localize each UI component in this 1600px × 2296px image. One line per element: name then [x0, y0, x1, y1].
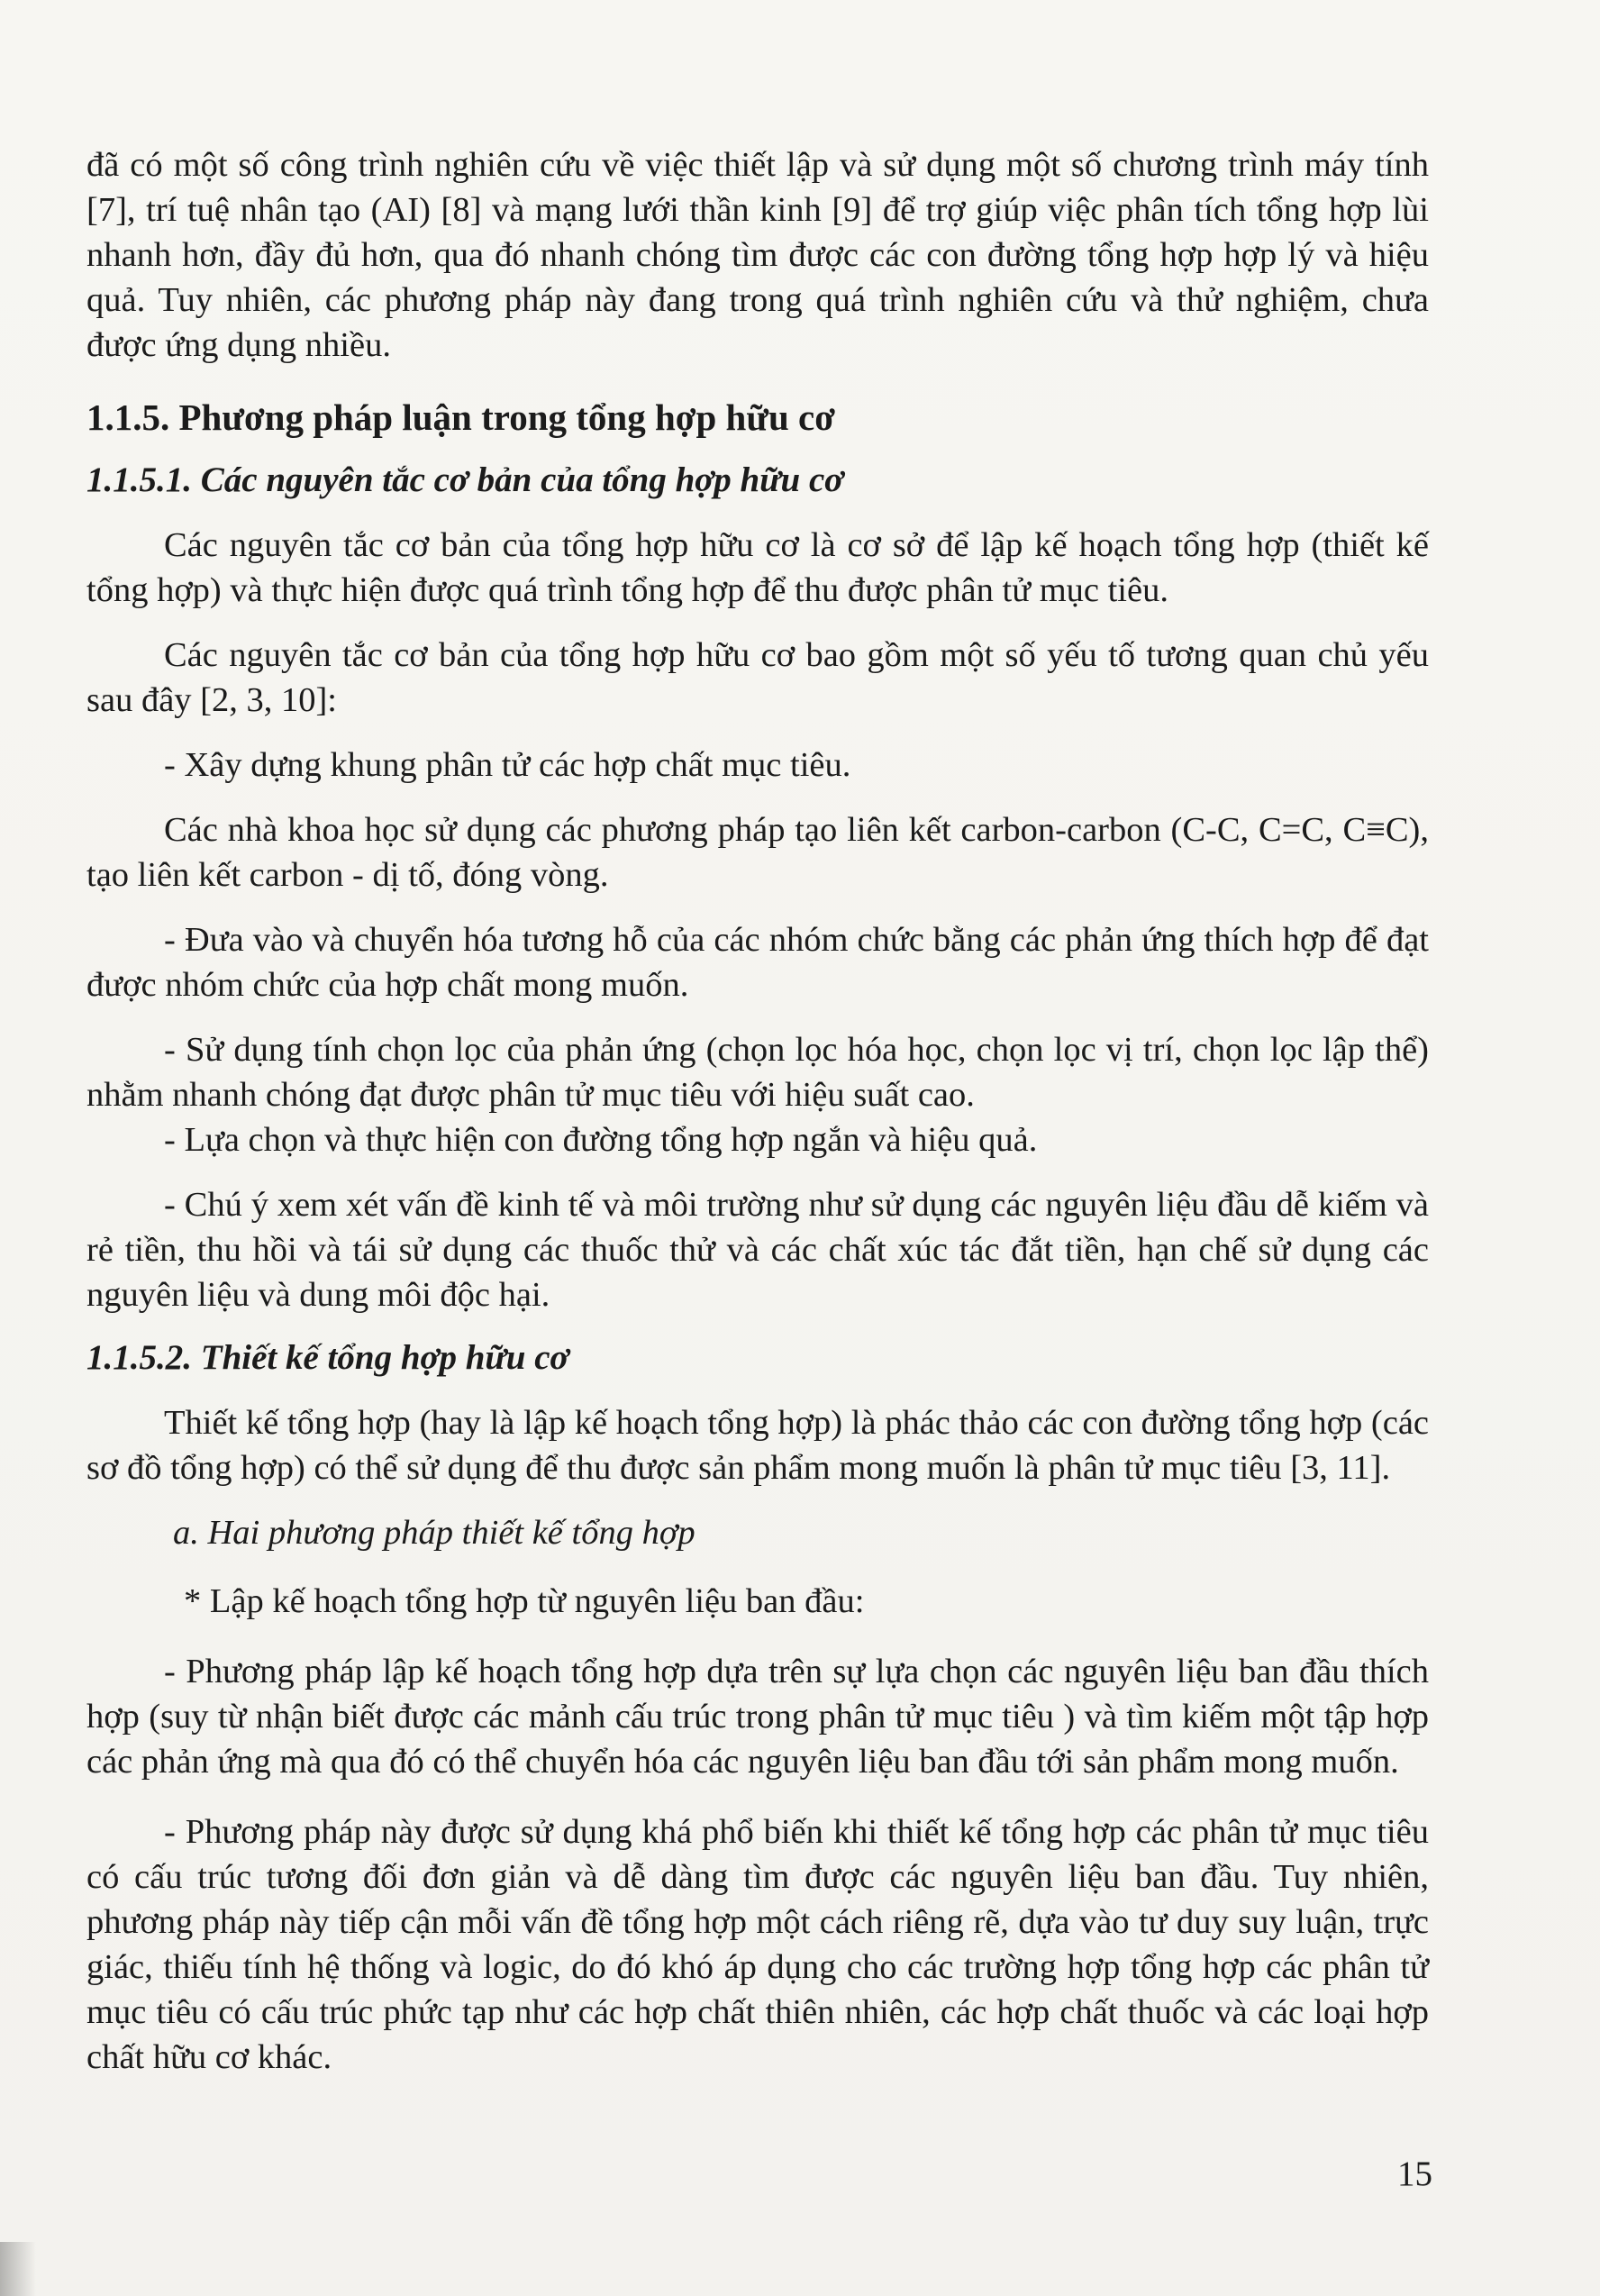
page-number: 15 — [1397, 2155, 1432, 2193]
intro-paragraph: đã có một số công trình nghiên cứu về việc thiết lập và sử dụng một số chương trình máy tính [7], trí tuệ nhân tạo (AI) [8] và mạng lưới thần kinh [9] để trợ giúp việc phân tích tổng hợp lùi nhanh hơn, đầy đủ hơn, qua đó nhanh chóng tìm được các con đường tổng hợp hợp lý và hiệu quả. Tuy nhiên, các phương pháp này đang trong quá trình nghiên cứu và thử nghiệm, chưa được ứng dụng nhiều. — [86, 146, 1429, 364]
subheading-a: a. Hai phương pháp thiết kế tổng hợp — [173, 1514, 695, 1552]
bullet-item: - Sử dụng tính chọn lọc của phản ứng (chọn lọc hóa học, chọn lọc vị trí, chọn lọc lập thể) nhằm nhanh chóng đạt được phân tử mục tiêu với hiệu suất cao. — [86, 1031, 1429, 1114]
star-item: * Lập kế hoạch tổng hợp từ nguyên liệu ban đầu: — [184, 1582, 865, 1620]
page-content — [86, 142, 1429, 2080]
bullet-item: - Phương pháp lập kế hoạch tổng hợp dựa trên sự lựa chọn các nguyên liệu ban đầu thích hợp (suy từ nhận biết được các mảnh cấu trúc trong phân tử mục tiêu ) và tìm kiếm một tập hợp các phản ứng mà qua đó có thể chuyển hóa các nguyên liệu ban đầu tới sản phẩm mong muốn. — [86, 1653, 1429, 1781]
subsection-heading-1: 1.1.5.1. Các nguyên tắc cơ bản của tổng hợp hữu cơ — [86, 460, 844, 499]
paragraph: Các nhà khoa học sử dụng các phương pháp tạo liên kết carbon-carbon (C-C, C=C, C≡C), tạo liên kết carbon - dị tố, đóng vòng. — [86, 811, 1429, 894]
section-heading: 1.1.5. Phương pháp luận trong tổng hợp hữu cơ — [86, 396, 835, 438]
bullet-item: - Phương pháp này được sử dụng khá phổ biến khi thiết kế tổng hợp các phân tử mục tiêu có cấu trúc tương đối đơn giản và dễ dàng tìm được các nguyên liệu ban đầu. Tuy nhiên, phương pháp này tiếp cận mỗi vấn đề tổng hợp một cách riêng rẽ, dựa vào tư duy suy luận, trực giác, thiếu tính hệ thống và logic, do đó khó áp dụng cho các trường hợp tổng hợp các phân tử mục tiêu có cấu trúc phức tạp như các hợp chất thiên nhiên, các hợp chất thuốc và các loại hợp chất hữu cơ khác. — [86, 1813, 1429, 2076]
bullet-item: - Chú ý xem xét vấn đề kinh tế và môi trường như sử dụng các nguyên liệu đầu dễ kiếm và rẻ tiền, thu hồi và tái sử dụng các thuốc thử và các chất xúc tác đắt tiền, hạn chế sử dụng các nguyên liệu và dung môi độc hại. — [86, 1186, 1429, 1314]
corner-shadow — [0, 2242, 36, 2296]
paragraph: Các nguyên tắc cơ bản của tổng hợp hữu cơ bao gồm một số yếu tố tương quan chủ yếu sau đây [2, 3, 10]: — [86, 636, 1429, 719]
paragraph: Các nguyên tắc cơ bản của tổng hợp hữu cơ là cơ sở để lập kế hoạch tổng hợp (thiết kế tổng hợp) và thực hiện được quá trình tổng hợp để thu được phân tử mục tiêu. — [86, 526, 1429, 609]
paragraph: Thiết kế tổng hợp (hay là lập kế hoạch tổng hợp) là phác thảo các con đường tổng hợp (các sơ đồ tổng hợp) có thể sử dụng để thu được sản phẩm mong muốn là phân tử mục tiêu [3, 11]. — [86, 1404, 1429, 1487]
bullet-item: - Xây dựng khung phân tử các hợp chất mục tiêu. — [164, 746, 851, 784]
bullet-item: - Lựa chọn và thực hiện con đường tổng hợp ngắn và hiệu quả. — [164, 1121, 1038, 1159]
subsection-heading-2: 1.1.5.2. Thiết kế tổng hợp hữu cơ — [86, 1338, 569, 1377]
bullet-item: - Đưa vào và chuyển hóa tương hỗ của các nhóm chức bằng các phản ứng thích hợp để đạt được nhóm chức của hợp chất mong muốn. — [86, 921, 1429, 1004]
